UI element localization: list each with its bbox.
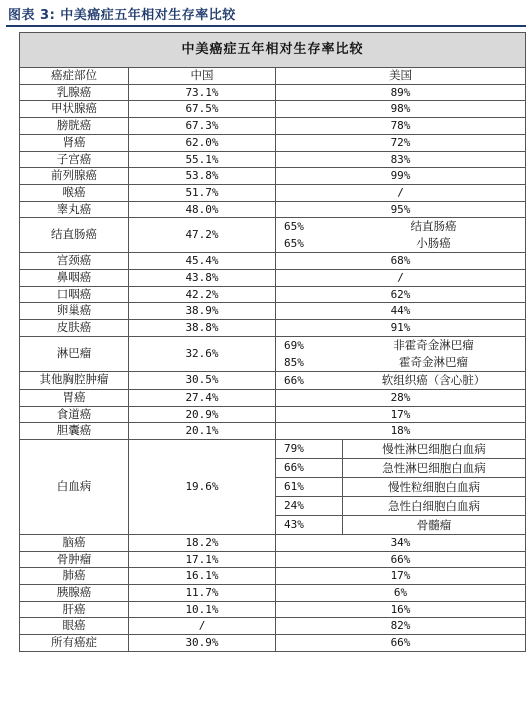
cell-china: 53.8% xyxy=(129,168,276,185)
usa-split-pct: 66% xyxy=(284,373,304,387)
cell-usa: 28% xyxy=(276,389,526,406)
usa-subrow xyxy=(276,496,525,515)
usa-subrow xyxy=(276,515,525,534)
cell-usa: 72% xyxy=(276,134,526,151)
cell-usa: 98% xyxy=(276,101,526,118)
cell-usa: 83% xyxy=(276,151,526,168)
table-header-row xyxy=(20,33,526,68)
usa-split-pcts xyxy=(276,372,342,389)
usa-split-label: 小肠癌 xyxy=(416,236,451,251)
cell-china: 27.4% xyxy=(129,389,276,406)
cell-china: 55.1% xyxy=(129,151,276,168)
table-row xyxy=(20,303,526,320)
cell-site: 肺癌 xyxy=(20,568,129,585)
cell-china: 16.1% xyxy=(129,568,276,585)
usa-split-pcts xyxy=(276,337,342,371)
table-row xyxy=(20,568,526,585)
table-row xyxy=(20,286,526,303)
cell-china: 47.2% xyxy=(129,218,276,253)
usa-subrow-label: 急性淋巴细胞白血病 xyxy=(342,459,525,477)
cell-usa: 99% xyxy=(276,168,526,185)
cell-site: 卵巢癌 xyxy=(20,303,129,320)
cell-usa: 34% xyxy=(276,534,526,551)
cell-site: 白血病 xyxy=(20,439,129,534)
usa-subrow-pct: 43% xyxy=(284,518,304,532)
cell-china: 62.0% xyxy=(129,134,276,151)
cell-usa: 17% xyxy=(276,406,526,423)
cell-china: 20.1% xyxy=(129,423,276,440)
cell-china: 73.1% xyxy=(129,84,276,101)
table-row xyxy=(20,635,526,652)
usa-split-label: 软组织癌（含心脏） xyxy=(381,372,486,387)
table-row xyxy=(20,389,526,406)
cell-usa xyxy=(276,218,526,253)
usa-subrow-pct: 24% xyxy=(284,499,304,513)
table-row xyxy=(20,423,526,440)
column-header-row xyxy=(20,68,526,85)
table-row xyxy=(20,371,526,389)
cell-china: 43.8% xyxy=(129,270,276,287)
usa-split-labels xyxy=(342,218,525,252)
cell-usa xyxy=(276,371,526,389)
usa-subrow-pct: 61% xyxy=(284,480,304,494)
cell-usa: 68% xyxy=(276,253,526,270)
cell-site: 肝癌 xyxy=(20,601,129,618)
table-row xyxy=(20,118,526,135)
cell-usa: 66% xyxy=(276,635,526,652)
cell-site: 甲状腺癌 xyxy=(20,101,129,118)
cell-usa: 18% xyxy=(276,423,526,440)
column-header-china: 中国 xyxy=(129,68,276,85)
cell-china: 48.0% xyxy=(129,201,276,218)
table-row xyxy=(20,439,526,534)
table-row xyxy=(20,270,526,287)
cell-site: 眼癌 xyxy=(20,618,129,635)
cell-china: 18.2% xyxy=(129,534,276,551)
cell-site: 脑癌 xyxy=(20,534,129,551)
cell-site: 淋巴瘤 xyxy=(20,336,129,371)
cell-usa: / xyxy=(276,270,526,287)
cell-china: 38.8% xyxy=(129,320,276,337)
cell-china: 10.1% xyxy=(129,601,276,618)
cell-usa: / xyxy=(276,184,526,201)
usa-split-pct: 85% xyxy=(284,355,304,369)
cell-china: 45.4% xyxy=(129,253,276,270)
usa-split xyxy=(276,337,525,371)
cell-site: 子宫癌 xyxy=(20,151,129,168)
usa-split-pct: 69% xyxy=(284,338,304,352)
table-row xyxy=(20,134,526,151)
cell-usa: 6% xyxy=(276,585,526,602)
usa-subrow-label: 急性白细胞白血病 xyxy=(342,497,525,515)
cell-site: 骨肿瘤 xyxy=(20,551,129,568)
usa-subrow-pct: 79% xyxy=(284,442,304,456)
figure-title: 图表 3: 中美癌症五年相对生存率比较 xyxy=(8,8,236,23)
usa-subrow xyxy=(276,477,525,496)
title-rule xyxy=(6,25,526,27)
table-row xyxy=(20,406,526,423)
usa-split-labels xyxy=(342,372,525,389)
cell-china: 67.5% xyxy=(129,101,276,118)
cell-usa xyxy=(276,439,526,534)
cell-china: 67.3% xyxy=(129,118,276,135)
cell-site: 睾丸癌 xyxy=(20,201,129,218)
table-row xyxy=(20,601,526,618)
cell-usa: 17% xyxy=(276,568,526,585)
cell-site: 结直肠癌 xyxy=(20,218,129,253)
usa-subrow-label: 慢性淋巴细胞白血病 xyxy=(342,440,525,458)
usa-split xyxy=(276,372,525,389)
table-row xyxy=(20,336,526,371)
cell-site: 所有癌症 xyxy=(20,635,129,652)
cell-usa: 82% xyxy=(276,618,526,635)
cell-china: 30.5% xyxy=(129,371,276,389)
cell-site: 前列腺癌 xyxy=(20,168,129,185)
cell-usa: 44% xyxy=(276,303,526,320)
table-row xyxy=(20,618,526,635)
cell-site: 肾癌 xyxy=(20,134,129,151)
cell-china: 32.6% xyxy=(129,336,276,371)
cell-site: 胰腺癌 xyxy=(20,585,129,602)
table-row xyxy=(20,218,526,253)
usa-split-pct: 65% xyxy=(284,220,304,234)
usa-split-label: 非霍奇金淋巴瘤 xyxy=(393,337,474,352)
column-header-site: 癌症部位 xyxy=(20,68,129,85)
cell-china: 19.6% xyxy=(129,439,276,534)
cell-usa: 95% xyxy=(276,201,526,218)
cell-site: 喉癌 xyxy=(20,184,129,201)
table-row xyxy=(20,320,526,337)
cell-usa: 16% xyxy=(276,601,526,618)
usa-subrow-pct: 66% xyxy=(284,461,304,475)
cell-site: 宫颈癌 xyxy=(20,253,129,270)
table-row xyxy=(20,201,526,218)
table-row xyxy=(20,184,526,201)
cell-site: 乳腺癌 xyxy=(20,84,129,101)
usa-subrow-label: 骨髓瘤 xyxy=(342,516,525,534)
cell-china: 17.1% xyxy=(129,551,276,568)
cell-site: 其他胸腔肿瘤 xyxy=(20,371,129,389)
usa-subrow-label: 慢性粒细胞白血病 xyxy=(342,478,525,496)
survival-table xyxy=(19,32,526,652)
table-row xyxy=(20,253,526,270)
cell-site: 食道癌 xyxy=(20,406,129,423)
usa-subrow xyxy=(276,440,525,458)
cell-usa: 89% xyxy=(276,84,526,101)
usa-split-label: 霍奇金淋巴瘤 xyxy=(399,354,468,369)
cell-usa: 62% xyxy=(276,286,526,303)
cell-china: 11.7% xyxy=(129,585,276,602)
cell-usa: 78% xyxy=(276,118,526,135)
cell-china: 20.9% xyxy=(129,406,276,423)
table-row xyxy=(20,168,526,185)
usa-subrow xyxy=(276,458,525,477)
table-row xyxy=(20,84,526,101)
column-header-usa: 美国 xyxy=(276,68,526,85)
cell-china: 51.7% xyxy=(129,184,276,201)
cell-usa: 66% xyxy=(276,551,526,568)
cell-china: 38.9% xyxy=(129,303,276,320)
table-header: 中美癌症五年相对生存率比较 xyxy=(20,33,526,68)
table-row xyxy=(20,551,526,568)
cell-site: 皮肤癌 xyxy=(20,320,129,337)
cell-usa: 91% xyxy=(276,320,526,337)
table-row xyxy=(20,534,526,551)
table-row xyxy=(20,585,526,602)
cell-site: 口咽癌 xyxy=(20,286,129,303)
cell-china: / xyxy=(129,618,276,635)
cell-usa xyxy=(276,336,526,371)
usa-split-pct: 65% xyxy=(284,237,304,251)
usa-split-pcts xyxy=(276,218,342,252)
cell-site: 膀胱癌 xyxy=(20,118,129,135)
cell-site: 胃癌 xyxy=(20,389,129,406)
cell-site: 胆囊癌 xyxy=(20,423,129,440)
cell-china: 30.9% xyxy=(129,635,276,652)
usa-split xyxy=(276,218,525,252)
table-row xyxy=(20,101,526,118)
table-row xyxy=(20,151,526,168)
usa-split-label: 结直肠癌 xyxy=(410,219,457,234)
cell-site: 鼻咽癌 xyxy=(20,270,129,287)
cell-china: 42.2% xyxy=(129,286,276,303)
usa-split-labels xyxy=(342,337,525,371)
